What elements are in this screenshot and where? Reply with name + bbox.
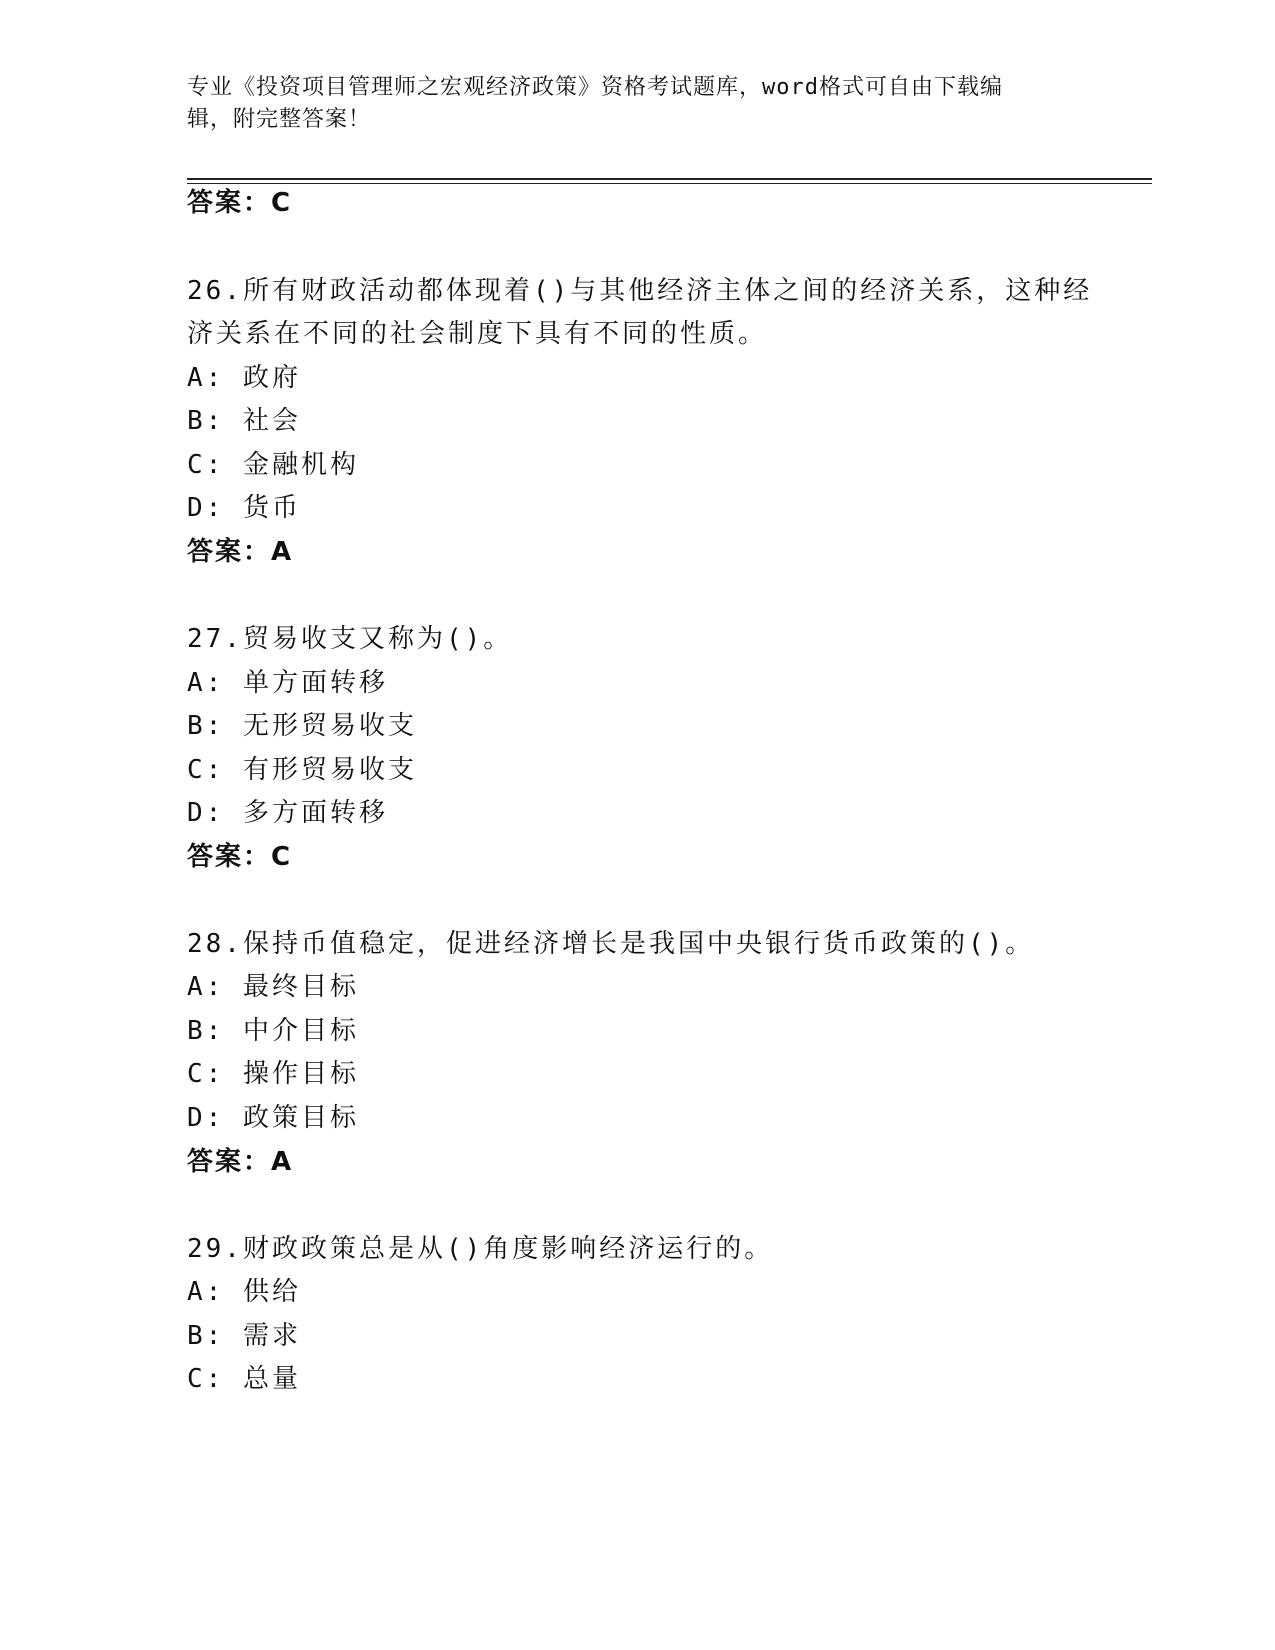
header-divider-thin (187, 183, 1152, 184)
question-28-option-d: D: 政策目标 (187, 1103, 359, 1133)
question-26-stem-line-2: 济关系在不同的社会制度下具有不同的性质。 (187, 319, 768, 349)
question-27-option-c: C: 有形贸易收支 (187, 755, 417, 785)
question-26-option-a: A: 政府 (187, 363, 301, 393)
question-26-option-c: C: 金融机构 (187, 450, 359, 480)
question-29-option-b: B: 需求 (187, 1321, 301, 1351)
header-divider (187, 178, 1152, 180)
question-26-stem-line-1: 26.所有财政活动都体现着()与其他经济主体之间的经济关系，这种经 (187, 276, 1093, 306)
question-29-stem-line-1: 29.财政政策总是从()角度影响经济运行的。 (187, 1234, 774, 1264)
document-header (187, 72, 1067, 136)
answer-value: A (271, 537, 294, 567)
question-26-option-b: B: 社会 (187, 406, 301, 436)
question-28-option-c: C: 操作目标 (187, 1059, 359, 1089)
question-29-option-a: A: 供给 (187, 1277, 301, 1307)
question-26-option-d: D: 货币 (187, 493, 301, 523)
answer-label: 答案： (187, 188, 272, 218)
question-27-option-d: D: 多方面转移 (187, 798, 388, 828)
header-line-1: 专业《投资项目管理师之宏观经济政策》资格考试题库，word格式可自由下载编 (187, 75, 1003, 100)
answer-label: 答案： (187, 842, 272, 872)
answer-value: C (271, 188, 293, 218)
question-28-option-b: B: 中介目标 (187, 1016, 359, 1046)
question-28-option-a: A: 最终目标 (187, 972, 359, 1002)
question-29-option-c: C: 总量 (187, 1364, 301, 1394)
question-27-option-a: A: 单方面转移 (187, 668, 388, 698)
question-27-option-b: B: 无形贸易收支 (187, 711, 417, 741)
question-28-stem-line-1: 28.保持币值稳定，促进经济增长是我国中央银行货币政策的()。 (187, 929, 1035, 959)
answer-label: 答案： (187, 537, 272, 567)
question-27-stem-line-1: 27.贸易收支又称为()。 (187, 624, 513, 654)
header-line-2: 辑，附完整答案！ (187, 107, 372, 132)
answer-label: 答案： (187, 1147, 272, 1177)
question-27-answer (187, 840, 292, 874)
answer-value: C (271, 842, 293, 872)
answer-value: A (271, 1147, 294, 1177)
answer-line (187, 186, 292, 220)
question-28-answer (187, 1145, 293, 1179)
question-26-answer (187, 535, 293, 569)
